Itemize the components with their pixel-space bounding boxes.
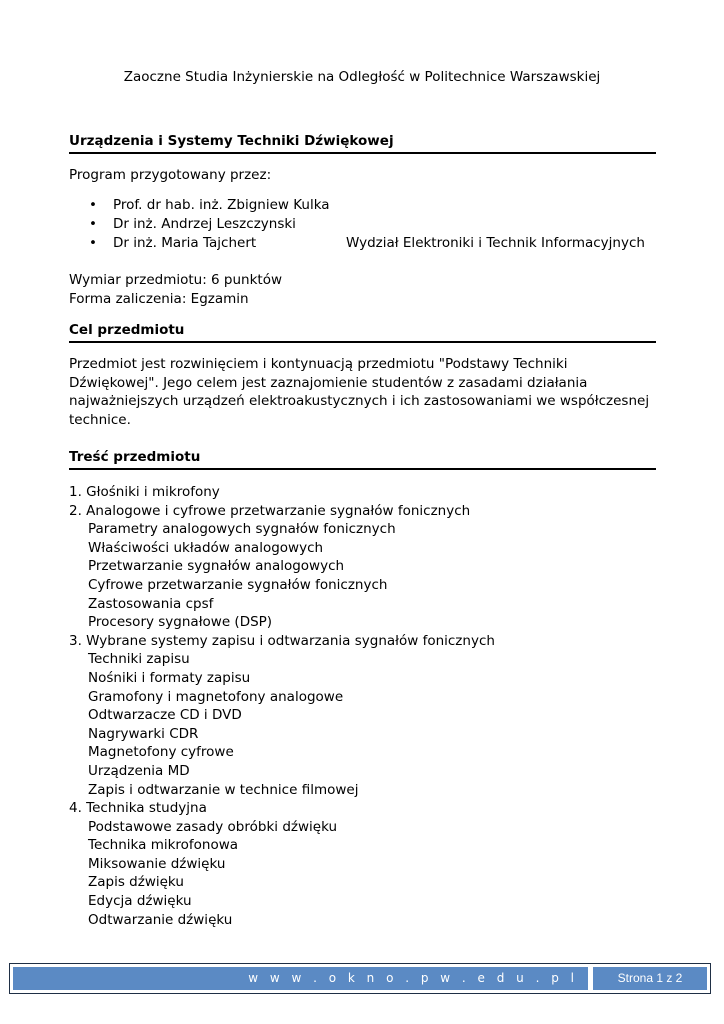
author-item: Dr inż. Andrzej Leszczynski bbox=[113, 216, 296, 232]
content-outline bbox=[69, 483, 495, 929]
goal-title-rule bbox=[69, 341, 656, 343]
footer-url[interactable]: w w w . o k n o . p w . e d u . p l bbox=[248, 971, 578, 985]
outline-subitem: Urządzenia MD bbox=[88, 762, 190, 779]
outline-subitem: Podstawowe zasady obróbki dźwięku bbox=[88, 818, 338, 835]
outline-item: 4. Technika studyjna bbox=[69, 800, 207, 817]
outline-subitem: Cyfrowe przetwarzanie sygnałów fonicznych bbox=[88, 576, 388, 593]
outline-subitem: Przetwarzanie sygnałów analogowych bbox=[88, 558, 345, 575]
credits-text: Wymiar przedmiotu: 6 punktów bbox=[69, 272, 283, 288]
outline-subitem: Procesory sygnałowe (DSP) bbox=[88, 614, 273, 631]
outline-subitem: Magnetofony cyfrowe bbox=[88, 744, 234, 761]
outline-subitem: Edycja dźwięku bbox=[88, 893, 192, 910]
outline-subitem: Nośniki i formaty zapisu bbox=[88, 669, 251, 686]
outline-subitem: Zapis dźwięku bbox=[88, 874, 184, 891]
outline-subitem: Technika mikrofonowa bbox=[88, 837, 239, 854]
bullet-dot: • bbox=[89, 216, 97, 232]
footer-page-box bbox=[593, 967, 707, 990]
bullet-dot: • bbox=[89, 197, 97, 213]
outline-subitem: Nagrywarki CDR bbox=[88, 725, 199, 742]
outline-subitem: Odtwarzanie dźwięku bbox=[88, 911, 233, 928]
faculty-name: Wydział Elektroniki i Technik Informacyjnych bbox=[346, 235, 645, 251]
footer-url-box bbox=[13, 967, 588, 990]
outline-subitem: Parametry analogowych sygnałów fonicznych bbox=[88, 521, 396, 538]
prepared-by-label: Program przygotowany przez: bbox=[69, 167, 272, 183]
page-header-title: Zaoczne Studia Inżynierskie na Odległość w Politechnice Warszawskiej bbox=[123, 69, 601, 85]
outline-subitem: Odtwarzacze CD i DVD bbox=[88, 707, 242, 724]
outline-item: 3. Wybrane systemy zapisu i odtwarzania sygnałów fonicznych bbox=[69, 632, 495, 649]
outline-subitem: Zastosowania cpsf bbox=[88, 595, 214, 612]
outline-subitem: Gramofony i magnetofony analogowe bbox=[88, 688, 344, 705]
course-title-rule bbox=[69, 152, 656, 154]
page-number: Strona 1 z 2 bbox=[617, 971, 683, 985]
outline-subitem: Miksowanie dźwięku bbox=[88, 855, 226, 872]
goal-title: Cel przedmiotu bbox=[69, 322, 185, 338]
bullet-dot: • bbox=[89, 235, 97, 251]
outline-subitem: Techniki zapisu bbox=[88, 651, 190, 668]
footer-bar bbox=[9, 963, 711, 994]
outline-item: 2. Analogowe i cyfrowe przetwarzanie sygnałów fonicznych bbox=[69, 502, 471, 519]
outline-subitem: Właściwości układów analogowych bbox=[88, 539, 324, 556]
author-item: Prof. dr hab. inż. Zbigniew Kulka bbox=[113, 197, 330, 213]
content-title: Treść przedmiotu bbox=[69, 449, 201, 465]
assessment-text: Forma zaliczenia: Egzamin bbox=[69, 291, 249, 307]
goal-text: Przedmiot jest rozwinięciem i kontynuacją przedmiotu "Podstawy Techniki Dźwiękowej". Jego celem jest zaznajomienie studentów z zasadami działania najważniejszych urządzeń elektroakustycznych i ich zastosowaniami we współczesnej technice. bbox=[69, 356, 650, 428]
course-title: Urządzenia i Systemy Techniki Dźwiękowej bbox=[69, 133, 394, 149]
outline-subitem: Zapis i odtwarzanie w technice filmowej bbox=[88, 781, 359, 798]
content-title-rule bbox=[69, 468, 656, 470]
outline-item: 1. Głośniki i mikrofony bbox=[69, 484, 220, 500]
author-item: Dr inż. Maria Tajchert bbox=[113, 235, 257, 251]
